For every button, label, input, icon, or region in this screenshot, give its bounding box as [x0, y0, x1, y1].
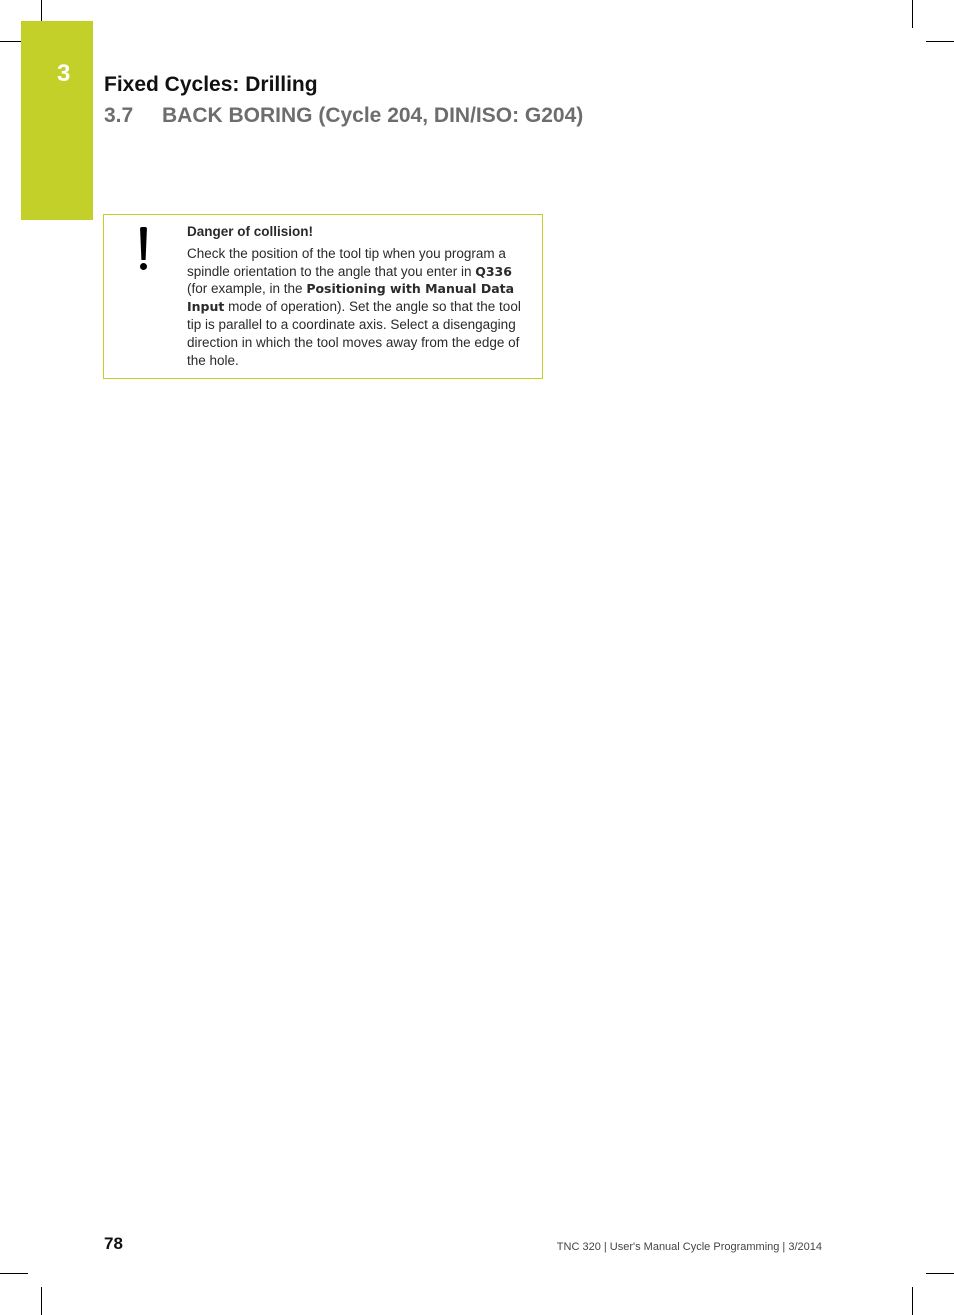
danger-notice [103, 214, 543, 379]
chapter-tab [21, 21, 93, 220]
notice-icon-cell [104, 215, 186, 378]
notice-text-3: mode of operation). Set the angle so that the tool tip is parallel to a coordinate axis. Select a disengaging direction in which the tool moves away from the edge of the hole. [187, 299, 521, 368]
chapter-title: Fixed Cycles: Drilling [104, 73, 318, 96]
crop-mark [926, 41, 954, 42]
section-heading [104, 104, 583, 128]
chapter-number: 3 [57, 60, 71, 87]
crop-mark [912, 0, 913, 28]
page-number: 78 [104, 1234, 123, 1253]
crop-mark [0, 1273, 28, 1274]
section-number: 3.7 [104, 104, 134, 127]
crop-mark [41, 1287, 42, 1315]
notice-text-1: Check the position of the tool tip when you program a spindle orientation to the angle that you enter in [187, 245, 506, 279]
section-title: BACK BORING (Cycle 204, DIN/ISO: G204) [162, 104, 584, 127]
crop-mark [912, 1287, 913, 1315]
mode-name: Positioning with Manual Data Input [187, 281, 515, 315]
param-q336: Q336 [475, 263, 512, 279]
notice-text-2: (for example, in the [187, 281, 307, 297]
notice-body [187, 245, 533, 370]
notice-title: Danger of collision! [187, 224, 314, 239]
crop-mark [926, 1273, 954, 1274]
footer-text: TNC 320 | User's Manual Cycle Programming | 3/2014 [556, 1241, 822, 1253]
notice-content [187, 223, 533, 369]
